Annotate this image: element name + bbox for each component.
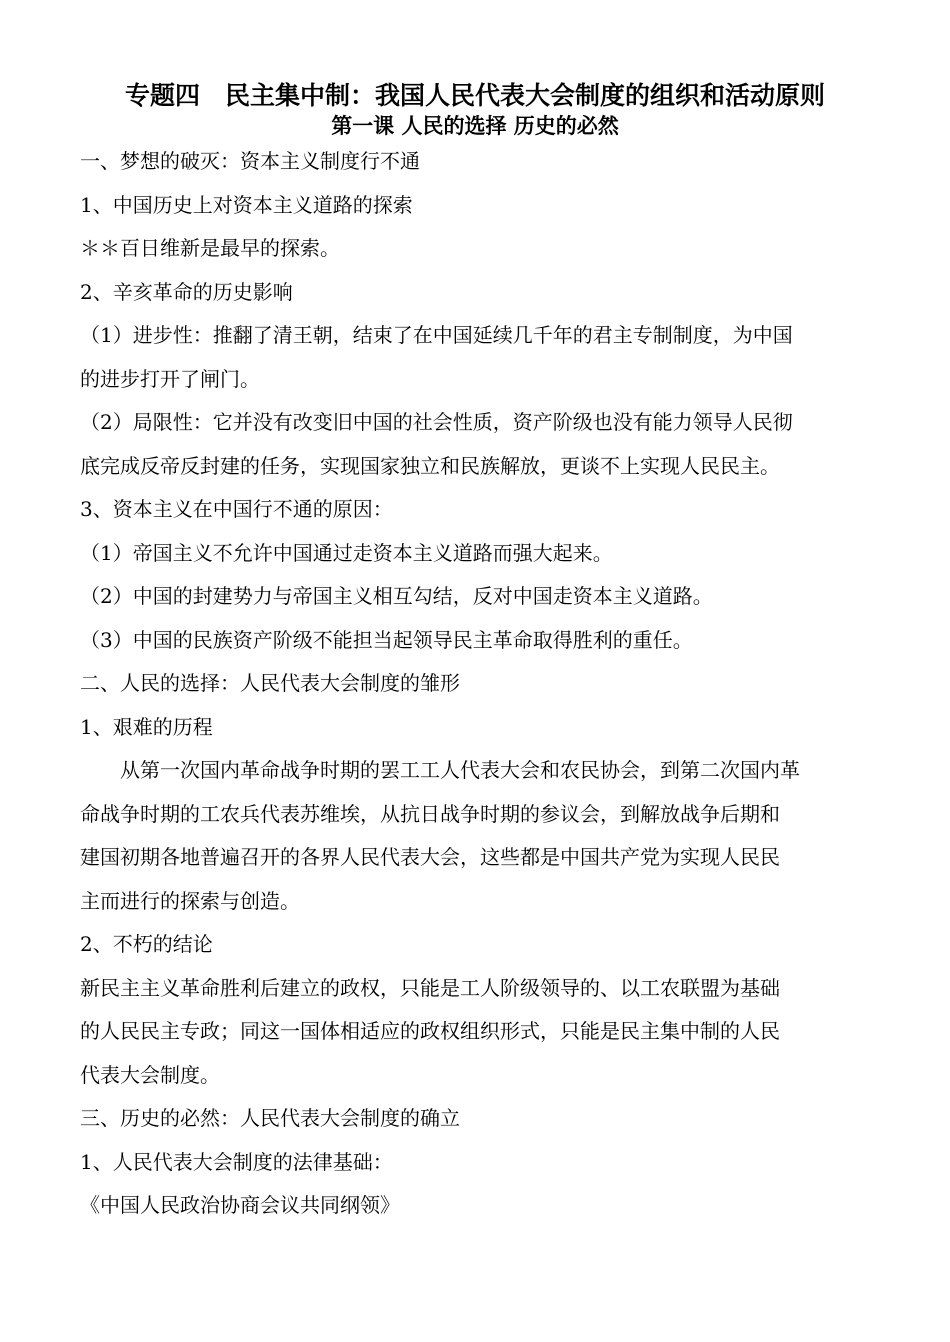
paragraph-line: （1）进步性：推翻了清王朝，结束了在中国延续几千年的君主专制制度，为中国 xyxy=(80,323,793,347)
list-item: （2）中国的封建势力与帝国主义相互勾结，反对中国走资本主义道路。 xyxy=(80,584,713,608)
paragraph-line: 的人民民主专政；同这一国体相适应的政权组织形式，只能是民主集中制的人民 xyxy=(80,1019,780,1043)
paragraph-line: 建国初期各地普遍召开的各界人民代表大会，这些都是中国共产党为实现人民民 xyxy=(80,845,780,869)
subheading-1-2: 2、辛亥革命的历史影响 xyxy=(80,279,293,304)
document-title: 专题四 民主集中制：我国人民代表大会制度的组织和活动原则 xyxy=(124,81,825,110)
paragraph-line: 代表大会制度。 xyxy=(80,1062,220,1087)
subheading-1-1: 1、中国历史上对资本主义道路的探索 xyxy=(80,192,413,217)
subheading-2-1: 1、艰难的历程 xyxy=(80,714,213,739)
paragraph-line: 从第一次国内革命战争时期的罢工工人代表大会和农民协会，到第二次国内革 xyxy=(80,758,800,782)
list-item: （3）中国的民族资产阶级不能担当起领导民主革命取得胜利的重任。 xyxy=(80,627,693,652)
paragraph-line: 新民主主义革命胜利后建立的政权，只能是工人阶级领导的、以工农联盟为基础 xyxy=(80,975,780,1000)
paragraph-line: 命战争时期的工农兵代表苏维埃，从抗日战争时期的参议会，到解放战争后期和 xyxy=(80,801,780,826)
section-heading-2: 二、人民的选择：人民代表大会制度的雏形 xyxy=(80,671,460,695)
paragraph-line: （2）局限性：它并没有改变旧中国的社会性质，资产阶级也没有能力领导人民彻 xyxy=(80,410,793,434)
note-line: ＊＊百日维新是最早的探索。 xyxy=(80,236,340,260)
paragraph-line: 底完成反帝反封建的任务，实现国家独立和民族解放，更谈不上实现人民民主。 xyxy=(80,453,780,478)
subheading-2-2: 2、不朽的结论 xyxy=(80,932,213,956)
section-heading-3: 三、历史的必然：人民代表大会制度的确立 xyxy=(80,1106,460,1130)
paragraph-line: 主而进行的探索与创造。 xyxy=(80,888,300,913)
section-heading-1: 一、梦想的破灭：资本主义制度行不通 xyxy=(80,149,420,173)
paragraph-line: 的进步打开了闸门。 xyxy=(80,366,260,391)
list-item: （1）帝国主义不允许中国通过走资本主义道路而强大起来。 xyxy=(80,540,613,565)
document-name: 《中国人民政治协商会议共同纲领》 xyxy=(80,1193,400,1217)
subheading-1-3: 3、资本主义在中国行不通的原因： xyxy=(80,497,393,521)
lesson-subtitle: 第一课 人民的选择 历史的必然 xyxy=(331,114,619,138)
subheading-3-1: 1、人民代表大会制度的法律基础： xyxy=(80,1149,393,1174)
